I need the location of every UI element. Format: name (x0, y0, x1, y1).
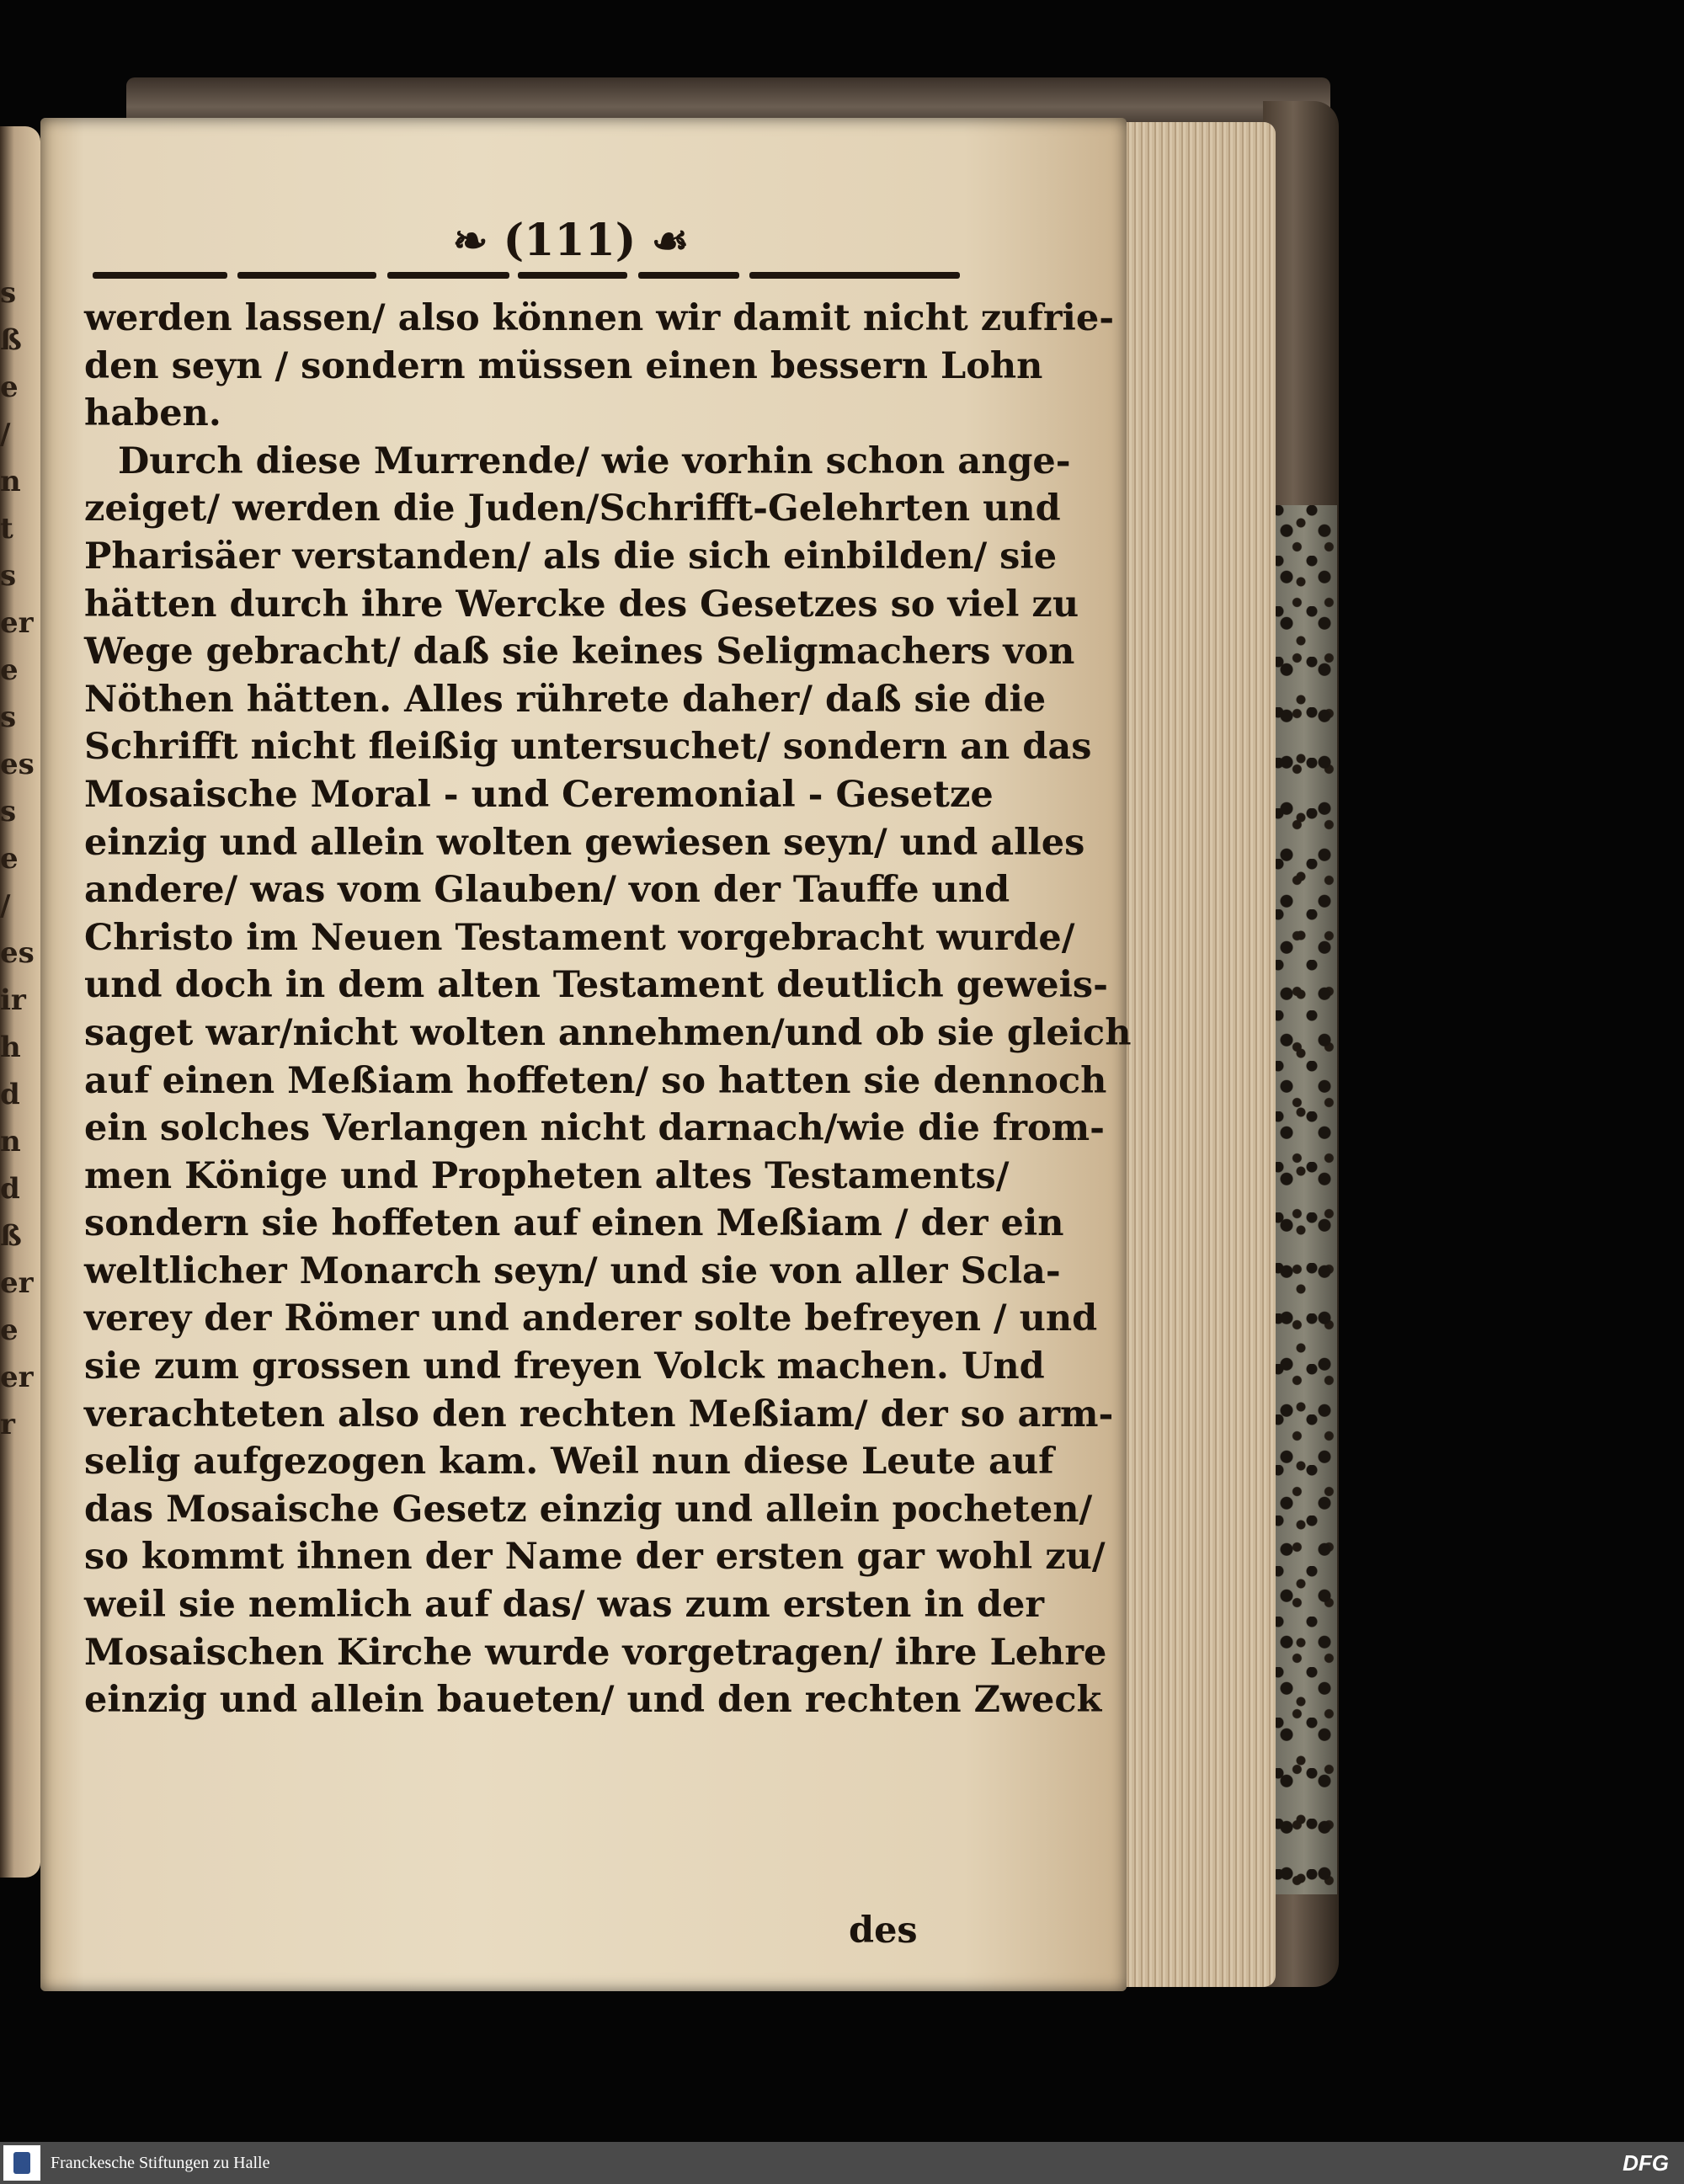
facing-page-char: d (0, 1172, 20, 1206)
dfg-logo: DFG (1623, 2150, 1669, 2176)
text-line: so kommt ihnen der Name der ersten gar wohl zu/ (84, 1536, 1106, 1579)
text-line: einzig und allein baueten/ und den rechten Zweck (84, 1679, 1102, 1722)
facing-page-text (0, 269, 35, 1448)
text-line: Nöthen hätten. Alles rührete daher/ daß sie die (84, 678, 1047, 721)
catchword: des (849, 1910, 918, 1952)
facing-page-char: s (0, 276, 17, 310)
facing-page-char: e (0, 653, 19, 687)
text-line: werden lassen/ also können wir damit nicht zufrie- (84, 297, 1115, 339)
text-line: Christo im Neuen Testament vorgebracht wurde/ (84, 916, 1075, 959)
text-line: Pharisäer verstanden/ als die sich einbilden/ sie (84, 535, 1058, 578)
text-line: Schrifft nicht fleißig untersuchet/ sondern an das (84, 726, 1092, 769)
viewer-footer (0, 2142, 1684, 2184)
facing-page-char: / (0, 418, 11, 451)
text-line: sondern sie hoffeten auf einen Meßiam / der ein (84, 1202, 1064, 1245)
text-line: verachteten also den rechten Meßiam/ der so arm- (84, 1393, 1114, 1436)
text-line: andere/ was vom Glauben/ von der Tauffe und (84, 869, 1010, 912)
text-line: Durch diese Murrende/ wie vorhin schon ange- (118, 439, 1071, 482)
facing-page-char: er (0, 1266, 34, 1300)
page-block-edge (1111, 122, 1276, 1987)
text-line: men Könige und Propheten altes Testaments/ (84, 1154, 1010, 1197)
text-line: auf einen Meßiam hoffeten/ so hatten sie dennoch (84, 1059, 1107, 1102)
facing-page-char: s (0, 795, 17, 828)
facing-page-char: s (0, 559, 17, 593)
facing-page-char: t (0, 512, 13, 546)
facing-page-char: e (0, 842, 19, 876)
facing-page-char: e (0, 370, 19, 404)
body-text (84, 295, 1132, 1724)
page-header (40, 215, 1101, 266)
text-line: verey der Römer und anderer solte befreyen / und (84, 1297, 1098, 1340)
facing-page-char: e (0, 1313, 19, 1347)
facing-page-char: d (0, 1078, 20, 1111)
institution-name: Franckesche Stiftungen zu Halle (51, 2154, 270, 2172)
text-line: haben. (84, 392, 221, 435)
page-number: (111) (503, 215, 637, 266)
facing-page-char: n (0, 465, 21, 498)
text-line: und doch in dem alten Testament deutlich geweis- (84, 964, 1108, 1007)
marbled-cover (1271, 505, 1337, 1894)
text-line: ein solches Verlangen nicht darnach/wie die from- (84, 1107, 1105, 1150)
header-rule (93, 272, 960, 282)
text-line: Wege gebracht/ daß sie keines Seligmachers von (84, 631, 1075, 674)
facing-page-char: h (0, 1031, 21, 1064)
text-line: das Mosaische Gesetz einzig und allein pocheten/ (84, 1488, 1093, 1531)
text-line: Mosaischen Kirche wurde vorgetragen/ ihre Lehre (84, 1631, 1107, 1674)
text-line: hätten durch ihre Wercke des Gesetzes so viel zu (84, 583, 1079, 626)
text-line: sie zum grossen und freyen Volck machen. Und (84, 1345, 1045, 1388)
facing-page-char: / (0, 889, 11, 923)
text-line: zeiget/ werden die Juden/Schrifft-Gelehrten und (84, 487, 1061, 530)
ornament-left-icon: ❧ (452, 216, 488, 265)
institution-logo-icon (3, 2145, 40, 2181)
text-line: einzig und allein wolten gewiesen seyn/ und alles (84, 821, 1085, 864)
text-line: selig aufgezogen kam. Weil nun diese Leute auf (84, 1441, 1054, 1484)
text-line: Mosaische Moral - und Ceremonial - Gesetze (84, 773, 994, 816)
facing-page-char: ß (0, 323, 22, 357)
ornament-right-icon: ☙ (651, 216, 690, 265)
facing-page-char: ß (0, 1219, 22, 1253)
text-line: den seyn / sondern müssen einen bessern Lohn (84, 344, 1043, 387)
facing-page-char: r (0, 1408, 15, 1441)
facing-page-char: s (0, 700, 17, 734)
text-line: weltlicher Monarch seyn/ und sie von aller Scla- (84, 1249, 1061, 1292)
facing-page-char: er (0, 1361, 34, 1394)
facing-page-char: er (0, 606, 34, 640)
facing-page-char: n (0, 1125, 21, 1159)
facing-page-char: es (0, 748, 35, 781)
text-line: saget war/nicht wolten annehmen/und ob sie gleich (84, 1011, 1132, 1054)
facing-page-char: es (0, 936, 35, 970)
text-line: weil sie nemlich auf das/ was zum ersten in der (84, 1584, 1045, 1627)
book-page (40, 118, 1132, 1991)
facing-page-char: ir (0, 983, 26, 1017)
